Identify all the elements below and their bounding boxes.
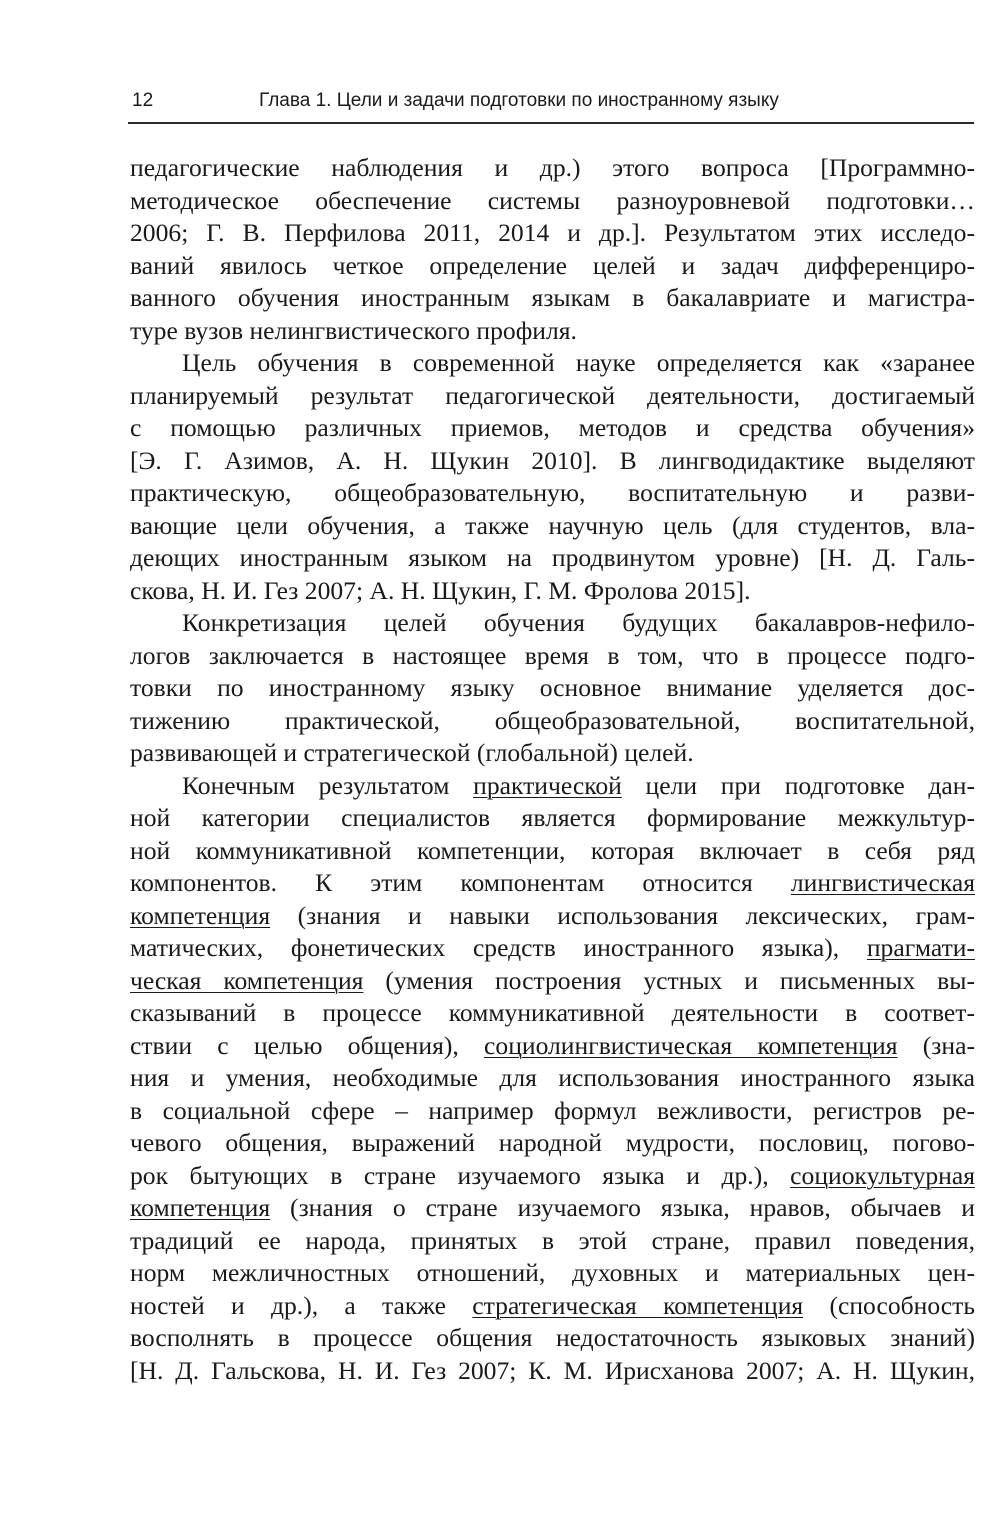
text-line (130, 1062, 975, 1095)
text-segment: (способность (803, 1290, 975, 1320)
underlined-term: прагмати- (866, 933, 975, 962)
underlined-term: компетенция (130, 1193, 271, 1222)
text-line (130, 477, 975, 510)
text-segment: цели при подготовке дан- (621, 770, 975, 800)
text-segment: методическое обеспечение системы разноуровневой подготовки… (130, 185, 975, 215)
text-segment: сказываний в процессе коммуникативной деятельности в соответ- (130, 998, 975, 1027)
paragraph (130, 152, 975, 347)
text-segment: чевого общения, выражений народной мудрости, пословиц, погово- (130, 1128, 975, 1157)
text-line (130, 607, 975, 640)
text-line (130, 867, 975, 900)
text-line (130, 1290, 975, 1323)
page-number: 12 (132, 90, 154, 111)
text-line (130, 282, 975, 315)
paragraph (130, 347, 975, 607)
text-segment: тижению практической, общеобразовательной, воспитательной, (130, 705, 975, 735)
text-segment: ваний явилось четкое определение целей и задач дифференциро- (130, 250, 975, 280)
text-segment: (умения построения устных и письменных вы- (363, 965, 975, 995)
text-line (130, 770, 975, 803)
text-line (130, 1127, 975, 1160)
text-line (130, 185, 975, 218)
running-title: Глава 1. Цели и задачи подготовки по иностранному языку (259, 90, 779, 111)
text-segment: (зна- (897, 1030, 975, 1060)
text-line (130, 445, 975, 478)
text-line (130, 932, 975, 965)
text-line (130, 1095, 975, 1128)
underlined-term: социокультурная (790, 1160, 975, 1190)
text-segment: (знания и навыки использования лексических, грам- (270, 900, 975, 930)
text-line (130, 1030, 975, 1063)
underlined-term: лингвистическая (790, 868, 975, 897)
text-segment: туре вузов нелингвистического профиля. (130, 315, 577, 345)
underlined-term: компетенция (130, 900, 271, 930)
paragraph (130, 770, 975, 1388)
text-segment: деющих иностранным языком на продвинутом уровне) [Н. Д. Галь- (130, 543, 975, 572)
text-segment: ствии с целью общения), (130, 1030, 485, 1060)
text-segment: Конечным результатом (182, 770, 474, 800)
text-line (130, 1355, 975, 1388)
text-segment: 2006; Г. В. Перфилова 2011, 2014 и др.]. Результатом этих исследо- (130, 218, 975, 247)
text-line (130, 900, 975, 933)
text-segment: скова, Н. И. Гез 2007; А. Н. Щукин, Г. М. Фролова 2015]. (130, 575, 751, 605)
page-header (128, 88, 974, 124)
text-line (130, 315, 975, 348)
text-line (130, 1225, 975, 1258)
text-line (130, 1192, 975, 1225)
text-line (130, 672, 975, 705)
text-segment: товки по иностранному языку основное внимание уделяется дос- (130, 673, 975, 702)
text-line (130, 380, 975, 413)
text-segment: традиций ее народа, принятых в этой стране, правил поведения, (130, 1225, 975, 1255)
text-line (130, 152, 975, 185)
text-segment: в социальной сфере – например формул вежливости, регистров ре- (130, 1095, 975, 1125)
text-line (130, 997, 975, 1030)
underlined-term: стратегическая компетенция (472, 1290, 804, 1320)
text-line (130, 1257, 975, 1290)
text-segment: Конкретизация целей обучения будущих бакалавров-нефило- (182, 608, 975, 637)
text-segment: вающие цели обучения, а также научную цель (для студентов, вла- (130, 510, 975, 540)
paragraph (130, 607, 975, 770)
text-segment: Цель обучения в современной науке определяется как «заранее (182, 348, 975, 377)
text-line (130, 510, 975, 543)
text-segment: норм межличностных отношений, духовных и материальных цен- (130, 1258, 975, 1287)
text-segment: планируемый результат педагогической деятельности, достигаемый (130, 380, 975, 410)
text-segment: рок бытующих в стране изучаемого языка и др.), (130, 1160, 791, 1190)
text-segment: матических, фонетических средств иностранного языка), (130, 933, 867, 962)
text-segment: практическую, общеобразовательную, воспитательную и разви- (130, 478, 975, 507)
text-segment: с помощью различных приемов, методов и средства обучения» (130, 413, 975, 442)
text-segment: ностей и др.), а также (130, 1290, 473, 1320)
text-line (130, 1160, 975, 1193)
underlined-term: практической (473, 770, 622, 800)
text-line (130, 965, 975, 998)
text-line (130, 1322, 975, 1355)
text-line (130, 640, 975, 673)
underlined-term: социолингвистическая компетенция (484, 1030, 898, 1060)
text-line (130, 250, 975, 283)
text-line (130, 542, 975, 575)
text-segment: логов заключается в настоящее время в том, что в процессе подго- (130, 640, 975, 670)
text-segment: развивающей и стратегической (глобальной) целей. (130, 738, 694, 767)
text-segment: ной коммуникативной компетенции, которая включает в себя ряд (130, 835, 975, 865)
text-segment: [Н. Д. Гальскова, Н. И. Гез 2007; К. М. Ирисханова 2007; А. Н. Щукин, (130, 1355, 975, 1385)
text-line (130, 802, 975, 835)
text-segment: ной категории специалистов является формирование межкультур- (130, 803, 975, 832)
text-line (130, 737, 975, 770)
text-segment: [Э. Г. Азимов, А. Н. Щукин 2010]. В лингводидактике выделяют (130, 445, 975, 475)
text-line (130, 217, 975, 250)
text-line (130, 705, 975, 738)
text-segment: ния и умения, необходимые для использования иностранного языка (130, 1063, 975, 1092)
text-segment: компонентов. К этим компонентам относится (130, 868, 791, 897)
text-segment: ванного обучения иностранным языкам в бакалавриате и магистра- (130, 283, 975, 312)
text-line (130, 347, 975, 380)
text-line (130, 575, 975, 608)
body-text (130, 152, 975, 1387)
text-line (130, 412, 975, 445)
text-segment: восполнять в процессе общения недостаточность языковых знаний) (130, 1323, 975, 1352)
underlined-term: ческая компетенция (130, 965, 364, 995)
text-segment: педагогические наблюдения и др.) этого вопроса [Программно- (130, 153, 975, 182)
text-segment: (знания о стране изучаемого языка, нравов, обычаев и (270, 1193, 975, 1222)
text-line (130, 835, 975, 868)
